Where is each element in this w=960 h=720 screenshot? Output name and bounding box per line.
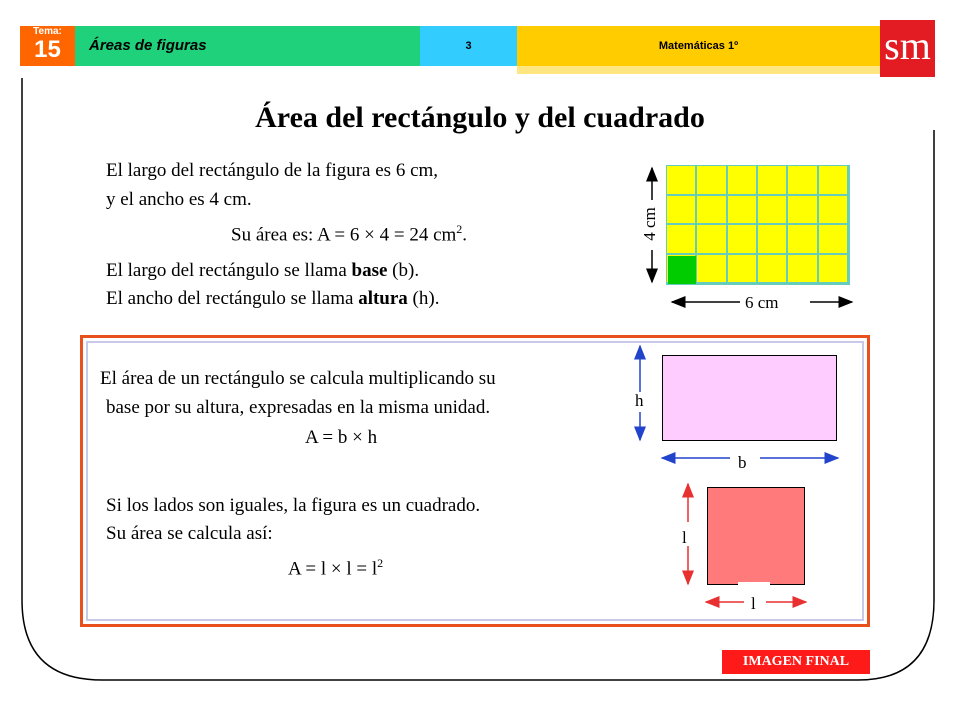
intro-line-2: y el ancho es 4 cm. <box>106 189 252 210</box>
tema-label: Tema: <box>33 26 62 37</box>
grid-width-label: 6 cm <box>745 293 779 312</box>
square-bottom-label: l <box>751 594 756 613</box>
tema-number: 15 <box>34 36 61 63</box>
grid-height-label: 4 cm <box>640 207 659 241</box>
rectangle-arrows <box>630 340 860 470</box>
height-post: (h). <box>407 288 440 309</box>
sm-logo: sm <box>880 20 935 77</box>
intro-area-text: Su área es: A = 6 × 4 = 24 cm <box>231 224 457 246</box>
topic-bar: Áreas de figuras <box>75 26 420 66</box>
intro-area-line <box>231 216 467 248</box>
rect-h-label: h <box>635 391 644 410</box>
square-arrows <box>670 480 820 612</box>
square-rule-line-2: Su área se calcula así: <box>106 523 273 544</box>
base-line <box>106 258 419 284</box>
square-formula-exp: 2 <box>377 556 384 570</box>
height-line <box>106 286 439 312</box>
base-word: base <box>351 260 388 281</box>
square-rule-line-1: Si los lados son iguales, la figura es un cuadrado. <box>106 495 481 516</box>
header-strip <box>517 66 880 74</box>
square-formula <box>288 550 383 582</box>
square-side-label: l <box>682 528 687 547</box>
page-number: 3 <box>420 26 517 66</box>
base-post: (b). <box>387 260 420 281</box>
intro-area-exp: 2 <box>456 222 463 236</box>
imagen-final-badge[interactable]: IMAGEN FINAL <box>722 650 870 674</box>
tema-badge <box>20 26 75 66</box>
page-title: Área del rectángulo y del cuadrado <box>255 101 705 134</box>
rect-rule-line-1: El área de un rectángulo se calcula multiplicando su <box>100 368 496 389</box>
square-formula-text: A = l × l = l <box>288 558 378 580</box>
height-pre: El ancho del rectángulo se llama <box>106 288 359 309</box>
height-word: altura <box>358 288 408 309</box>
rect-formula: A = b × h <box>305 427 378 448</box>
base-pre: El largo del rectángulo se llama <box>106 260 352 281</box>
rect-rule-line-2: base por su altura, expresadas en la misma unidad. <box>106 397 491 418</box>
intro-line-1: El largo del rectángulo de la figura es 6 cm, <box>106 160 439 181</box>
course-bar: Matemáticas 1º <box>517 26 880 66</box>
intro-area-suffix: . <box>462 224 468 246</box>
rect-b-label: b <box>738 453 747 472</box>
